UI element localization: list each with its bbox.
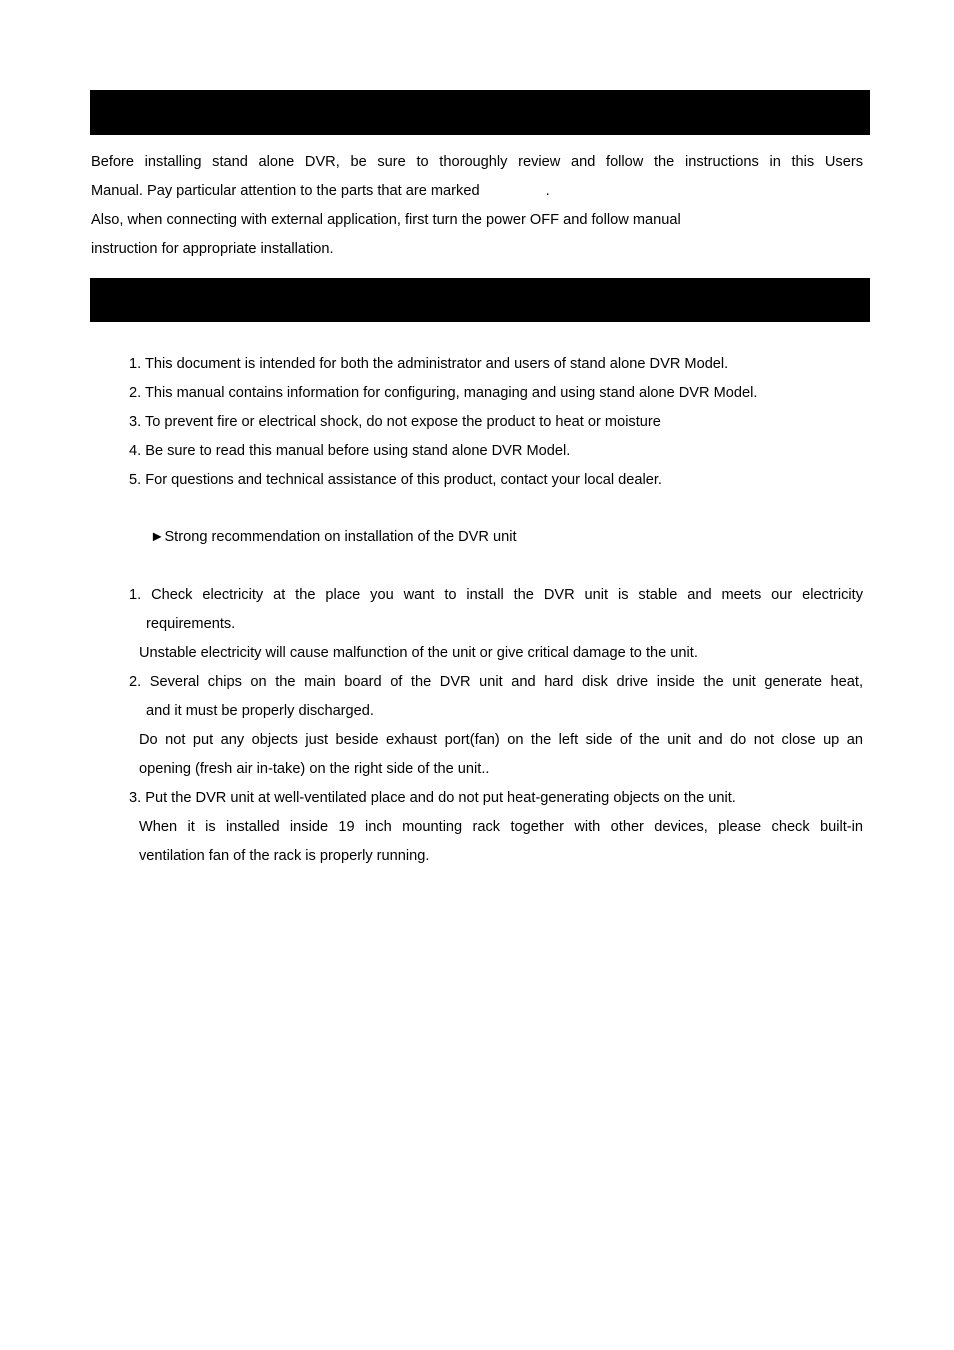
section-header-bar bbox=[90, 90, 870, 135]
list-item: 3. To prevent fire or electrical shock, do not expose the product to heat or moisture bbox=[129, 414, 661, 430]
intro-line-1: Before installing stand alone DVR, be sure to thoroughly review and follow the instructions in this Users bbox=[91, 154, 863, 170]
intro-line-2 bbox=[91, 177, 863, 206]
install-item-3-detail-2: ventilation fan of the rack is properly running. bbox=[139, 848, 430, 864]
section-header-bar bbox=[90, 278, 870, 322]
notes-list bbox=[129, 350, 863, 495]
installation-list bbox=[129, 581, 863, 871]
install-item-1-line-1: 1. Check electricity at the place you want to install the DVR unit is stable and meets our electricity bbox=[129, 587, 863, 603]
list-item: 4. Be sure to read this manual before using stand alone DVR Model. bbox=[129, 443, 571, 459]
intro-line-4: instruction for appropriate installation. bbox=[91, 241, 334, 257]
intro-paragraph bbox=[91, 148, 863, 264]
triangle-pointer-icon: ► bbox=[150, 529, 165, 545]
install-item-2-line-2: and it must be properly discharged. bbox=[146, 703, 374, 719]
list-item: 1. This document is intended for both the administrator and users of stand alone DVR Model. bbox=[129, 356, 729, 372]
intro-line-3: Also, when connecting with external application, first turn the power OFF and follow manual bbox=[91, 212, 681, 228]
install-item-3-detail-1: When it is installed inside 19 inch mounting rack together with other devices, please check built-in bbox=[139, 819, 863, 835]
recommendation-heading bbox=[150, 523, 517, 552]
list-item: 5. For questions and technical assistance of this product, contact your local dealer. bbox=[129, 472, 662, 488]
install-item-1-detail: Unstable electricity will cause malfunction of the unit or give critical damage to the unit. bbox=[139, 645, 698, 661]
install-item-3-line-1: 3. Put the DVR unit at well-ventilated place and do not put heat-generating objects on the unit. bbox=[129, 790, 736, 806]
install-item-2-detail-1: Do not put any objects just beside exhaust port(fan) on the left side of the unit and do not close up an bbox=[139, 732, 863, 748]
intro-line-2-text: Manual. Pay particular attention to the parts that are marked bbox=[91, 183, 480, 199]
intro-line-2-end: . bbox=[545, 183, 550, 199]
install-item-2-line-1: 2. Several chips on the main board of the DVR unit and hard disk drive inside the unit generate heat, bbox=[129, 674, 863, 690]
install-item-1-line-2: requirements. bbox=[146, 616, 236, 632]
install-item-2-detail-2: opening (fresh air in-take) on the right side of the unit.. bbox=[139, 761, 490, 777]
recommendation-title: Strong recommendation on installation of the DVR unit bbox=[164, 529, 517, 545]
list-item: 2. This manual contains information for configuring, managing and using stand alone DVR Model. bbox=[129, 385, 758, 401]
